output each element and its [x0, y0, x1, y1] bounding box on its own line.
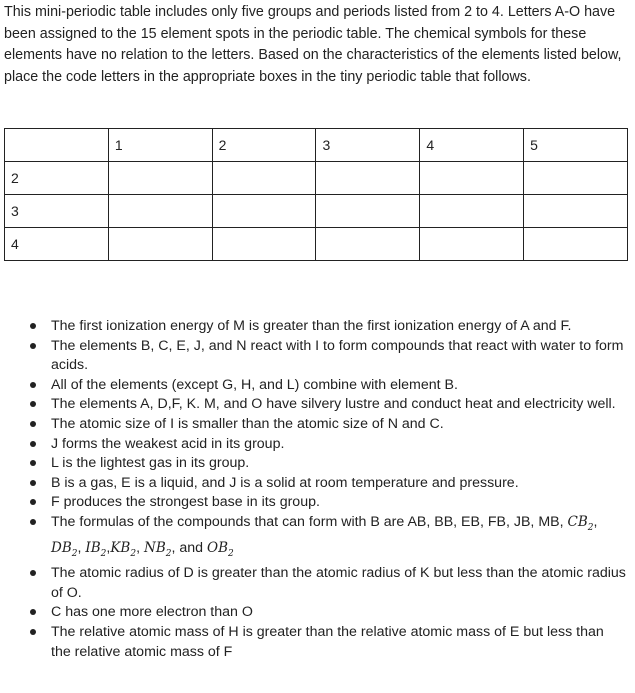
formula-comma: ,	[593, 513, 598, 530]
clue-text: The atomic size of I is smaller than the atomic size of N and C.	[51, 415, 444, 432]
formula-subscript: 2	[130, 548, 137, 559]
group-5-header: 5	[524, 129, 628, 162]
table-row-period-3	[5, 195, 628, 228]
formula-subscript: 2	[71, 548, 78, 559]
clue-text: J forms the weakest acid in its group.	[51, 435, 285, 452]
clue-text: F produces the strongest base in its group.	[51, 494, 320, 511]
clue-item	[0, 603, 635, 623]
cell-p2-g2[interactable]	[212, 162, 316, 195]
formula-kb2	[110, 539, 137, 559]
cell-p3-g2[interactable]	[212, 195, 316, 228]
formula-ib-text: IB	[85, 539, 101, 556]
cell-p4-g3[interactable]	[316, 228, 420, 261]
clue-item	[0, 564, 635, 603]
clue-text: The elements A, D,F, K. M, and O have silvery lustre and conduct heat and electricity well.	[51, 396, 616, 413]
bullet-icon	[30, 609, 36, 615]
clue-text: B is a gas, E is a liquid, and J is a solid at room temperature and pressure.	[51, 474, 519, 491]
formula-subscript: 2	[165, 548, 172, 559]
formula-kb-text: KB	[110, 539, 131, 556]
period-2-label: 2	[5, 162, 109, 195]
clue-text: The atomic radius of D is greater than the atomic radius of K but less than the atomic radius of O.	[51, 565, 626, 601]
formula-cb2	[567, 513, 594, 533]
formula-comma: ,	[136, 539, 141, 556]
formula-comma: ,	[106, 539, 111, 556]
clue-item-formulas	[0, 513, 635, 564]
formula-ob-text: OB	[207, 539, 228, 556]
clue-item	[0, 435, 635, 455]
clue-text: The first ionization energy of M is greater than the first ionization energy of A and F.	[51, 318, 572, 334]
bullet-icon	[30, 460, 36, 466]
clue-text: All of the elements (except G, H, and L) combine with element B.	[51, 376, 458, 393]
formula-subscript: 2	[587, 522, 594, 533]
cell-p4-g5[interactable]	[524, 228, 628, 261]
formula-subscript: 2	[100, 548, 107, 559]
cell-p3-g1[interactable]	[108, 195, 212, 228]
bullet-icon	[30, 519, 36, 525]
clue-item	[0, 337, 635, 376]
bullet-icon	[30, 401, 36, 407]
cell-p4-g4[interactable]	[420, 228, 524, 261]
group-3-header: 3	[316, 129, 420, 162]
group-1-header: 1	[108, 129, 212, 162]
table-row-period-4	[5, 228, 628, 261]
clue-item	[0, 415, 635, 435]
cell-p3-g4[interactable]	[420, 195, 524, 228]
cell-p2-g4[interactable]	[420, 162, 524, 195]
formula-ob2	[207, 539, 234, 559]
bullet-icon	[30, 421, 36, 427]
table-corner-cell	[5, 129, 109, 162]
bullet-icon	[30, 499, 36, 505]
cell-p2-g1[interactable]	[108, 162, 212, 195]
clue-item	[0, 454, 635, 474]
clue-item	[0, 623, 635, 662]
formula-comma: ,	[171, 539, 176, 556]
clue-text: C has one more electron than O	[51, 604, 253, 621]
formula-ib2	[85, 539, 107, 559]
formula-clue-prefix: The formulas of the compounds that can form with B are AB, BB, EB, FB, JB, MB,	[51, 513, 564, 530]
clue-text: L is the lightest gas in its group.	[51, 455, 250, 472]
clue-item	[0, 376, 635, 396]
bullet-icon	[30, 441, 36, 447]
formula-db-text: DB	[51, 539, 72, 556]
clue-text: The relative atomic mass of H is greater than the relative atomic mass of E but less than the relative atomic mass of F	[51, 623, 604, 660]
clue-list	[0, 317, 635, 662]
period-4-label: 4	[5, 228, 109, 261]
bullet-icon	[30, 343, 36, 349]
bullet-icon	[30, 570, 36, 576]
formula-and: and	[179, 539, 204, 556]
formula-nb-text: NB	[144, 539, 166, 556]
table-header-row	[5, 129, 628, 162]
cell-p4-g1[interactable]	[108, 228, 212, 261]
table-row-period-2	[5, 162, 628, 195]
group-2-header: 2	[212, 129, 316, 162]
mini-periodic-table	[4, 128, 628, 261]
formula-subscript: 2	[228, 548, 234, 559]
cell-p4-g2[interactable]	[212, 228, 316, 261]
clue-text: The elements B, C, E, J, and N react with I to form compounds that react with water to form acids.	[51, 337, 624, 374]
cell-p3-g5[interactable]	[524, 195, 628, 228]
formula-db2	[51, 539, 78, 559]
group-4-header: 4	[420, 129, 524, 162]
formula-comma: ,	[77, 539, 82, 556]
bullet-icon	[30, 629, 36, 635]
clue-item	[0, 395, 635, 415]
formula-cb-text: CB	[567, 513, 588, 530]
cell-p2-g5[interactable]	[524, 162, 628, 195]
formula-nb2	[144, 539, 172, 559]
clue-item	[0, 493, 635, 513]
clue-item	[0, 317, 635, 337]
cell-p3-g3[interactable]	[316, 195, 420, 228]
bullet-icon	[30, 382, 36, 388]
intro-paragraph: This mini-periodic table includes only five groups and periods listed from 2 to 4. Letters A-O have been assigned to the 15 element spots in the periodic table. The chemical symbols for these elements have no relation to the letters. Based on the characteristics of the elements listed below, place the code letters in the appropriate boxes in the tiny periodic table that follows.	[4, 4, 622, 85]
clue-item	[0, 474, 635, 494]
cell-p2-g3[interactable]	[316, 162, 420, 195]
bullet-icon	[30, 480, 36, 486]
bullet-icon	[30, 323, 36, 329]
period-3-label: 3	[5, 195, 109, 228]
